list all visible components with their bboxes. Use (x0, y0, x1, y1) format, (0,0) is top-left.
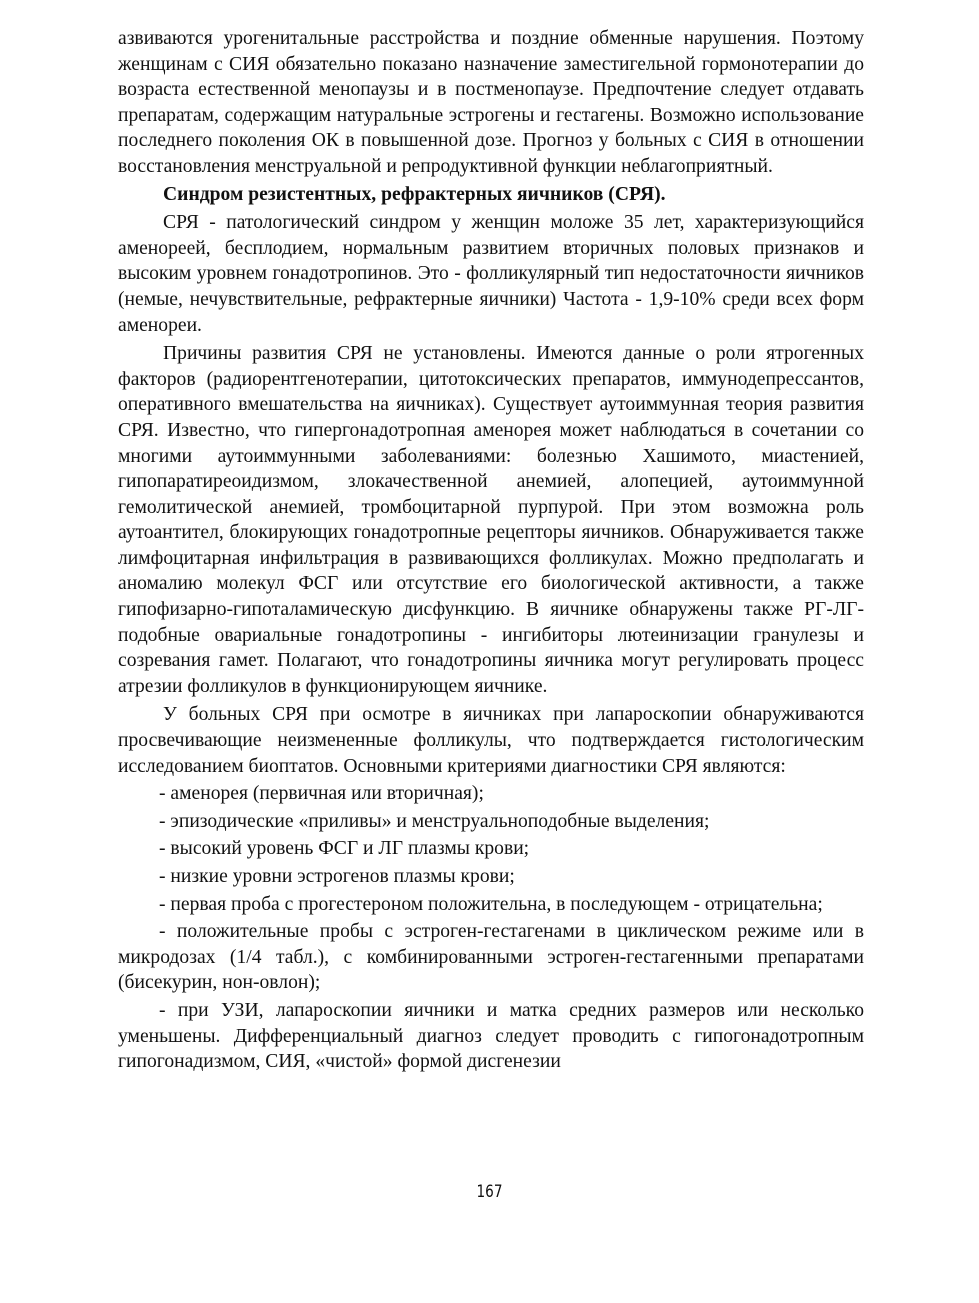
list-item: - эпизодические «приливы» и менструальноподобные выделения; (159, 810, 710, 832)
page-text-column (118, 26, 864, 1075)
list-item: - при УЗИ, лапароскопии яичники и матка средних размеров или несколько уменьшены. Дифференциальный диагноз следует проводить с гипогонадотропным гипогонадизмом, СИЯ, «чистой» формой дисгенезии (118, 999, 864, 1073)
paragraph-diagnosis-intro: У больных СРЯ при осмотре в яичниках при лапароскопии обнаруживаются просвечивающие неизмененные фолликулы, что подтверждается гистологическим исследованием биоптатов. Основными критериями диагностики СРЯ являются: (118, 704, 864, 777)
list-item: - низкие уровни эстрогенов плазмы крови; (159, 866, 515, 887)
list-item: - положительные пробы с эстроген-гестагенами в циклическом режиме или в микродозах (1/4 табл.), с комбинированными эстроген-гестагенными препаратами (бисекурин, нон-овлон); (118, 921, 864, 994)
section-heading: Синдром резистентных, рефрактерных яичников (СРЯ). (163, 183, 666, 205)
list-item: - аменорея (первичная или вторичная); (159, 783, 484, 805)
page-number: 167 (476, 1182, 503, 1202)
paragraph-causes: Причины развития СРЯ не установлены. Имеются данные о роли ятрогенных факторов (радиорентгенотерапии, цитотоксических препаратов, иммунодепрессантов, оперативного вмешательства на яичниках). Существует аутоиммунная теория развития СРЯ. Известно, что гипергонадотропная аменорея может наблюдаться в сочетании со многими аутоиммунными заболеваниями: болезнью Хашимото, миастенией, гипопаратиреоидизмом, злокачественной анемией, алопецией, аутоиммунной гемолитической анемией, тромбоцитарной пурпурой. При этом возможна роль аутоантител, блокирующих гонадотропные рецепторы яичников. Обнаруживается также лимфоцитарная инфильтрация в развивающихся фолликулах. Можно предполагать и аномалию молекул ФСГ или отсутствие его биологической активности, а также гипофизарно-гипоталамическую дисфункцию. В яичнике обнаружены также РГ-ЛГ-подобные овариальные гонадотропины - ингибиторы лютеинизации гранулезы и созревания гамет. Полагают, что гонадотропины яичника могут регулировать процесс атрезии фолликулов в функционирующем яичнике. (118, 343, 864, 697)
list-item: - первая проба с прогестероном положительна, в последующем - отрицательна; (159, 893, 823, 915)
list-item: - высокий уровень ФСГ и ЛГ плазмы крови; (159, 838, 530, 860)
paragraph-continuation: азвиваются урогенитальные расстройства и поздние обменные нарушения. Поэтому женщинам с СИЯ обязательно показано назначение заместигельной гормонотерапии до возраста естественной менопаузы и в постменопаузе. Предпочтение следует отдавать препаратам, содержащим натуральные эстрогены и гестагены. Возможно использование последнего поколения ОК в повышенной дозе. Прогноз у больных с СИЯ в отношении восстановления менструальной и репродуктивной функции неблагоприятный. (118, 28, 864, 177)
paragraph-definition: СРЯ - патологический синдром у женщин моложе 35 лет, характеризующийся аменореей, бесплодием, нормальным развитием вторичных половых признаков и высоким уровнем гонадотропинов. Это - фолликулярный тип недостаточности яичников (немые, нечувствительные, рефрактерные яичники) Частота - 1,9-10% среди всех форм аменореи. (118, 212, 864, 336)
